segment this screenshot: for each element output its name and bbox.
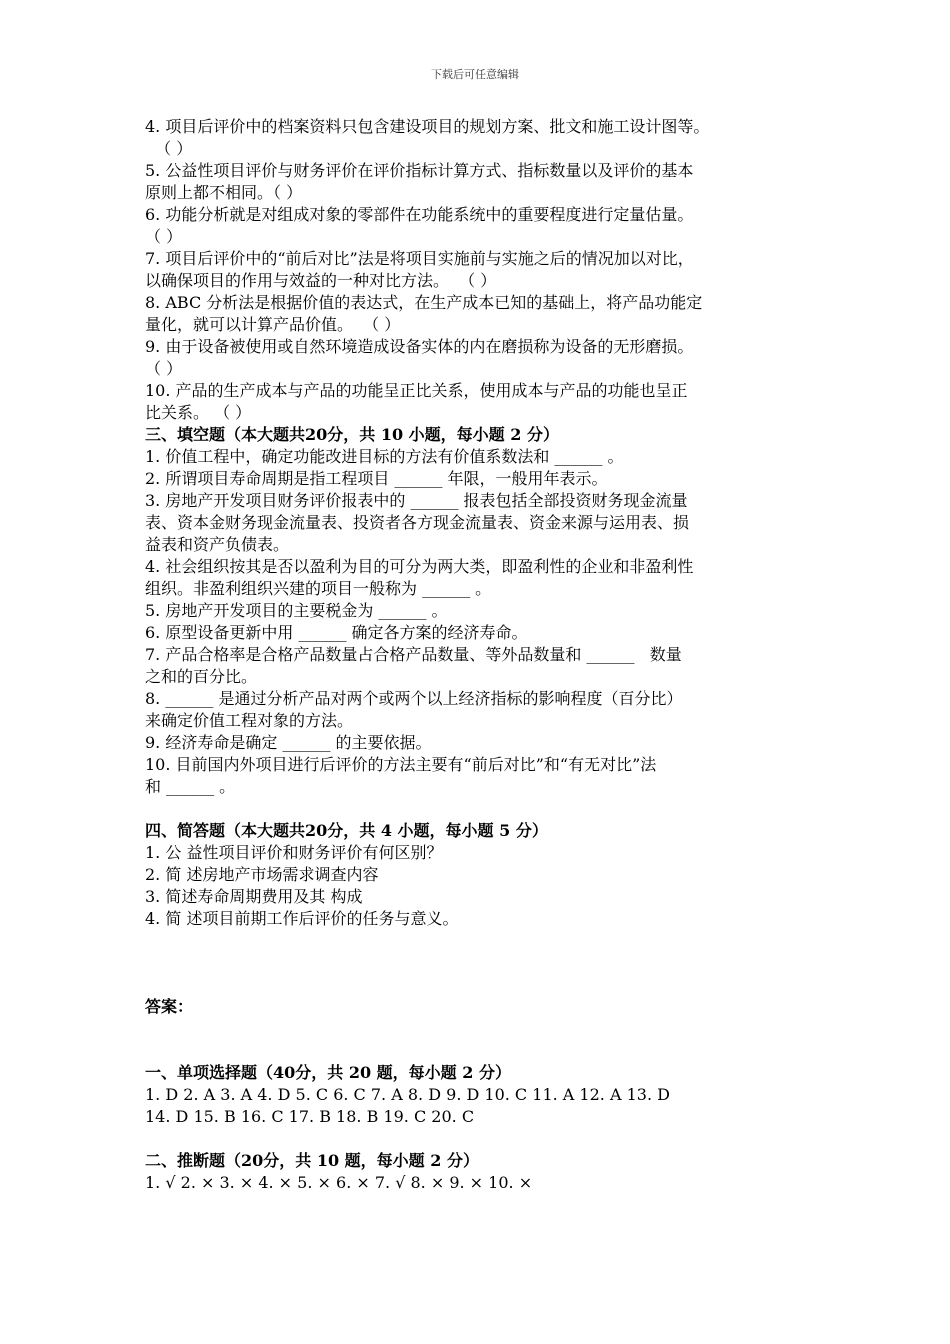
answer-line: 14. D 15. B 16. C 17. B 18. B 19. C 20. C — [145, 1107, 475, 1126]
text-line: 1. 价值工程中，确定功能改进目标的方法有价值系数法和 ______ 。 — [145, 447, 624, 466]
text-line: 4. 社会组织按其是否以盈利为目的可分为两大类，即盈利性的企业和非盈利性 — [145, 557, 694, 576]
text-line: 5. 房地产开发项目的主要税金为 ______ 。 — [145, 601, 448, 620]
text-line: 3. 房地产开发项目财务评价报表中的 ______ 报表包括全部投资财务现金流量 — [145, 491, 688, 510]
text-line: 表、资本金财务现金流量表、投资者各方现金流量表、资金来源与运用表、损 — [145, 513, 690, 532]
fill-questions — [145, 446, 825, 798]
text-line: 1. 公 益性项目评价和财务评价有何区别？ — [145, 843, 443, 862]
text-line: 4. 项目后评价中的档案资料只包含建设项目的规划方案、批文和施工设计图等。 — [145, 117, 710, 136]
text-line: 10. 产品的生产成本与产品的功能呈正比关系，使用成本与产品的功能也呈正 — [145, 381, 688, 400]
answer-line: 1. √ 2. × 3. × 4. × 5. × 6. × 7. √ 8. × 9. × 10. × — [145, 1173, 533, 1192]
text-line: 组织。非盈利组织兴建的项目一般称为 ______ 。 — [145, 579, 492, 598]
text-line: 5. 公益性项目评价与财务评价在评价指标计算方式、指标数量以及评价的基本 — [145, 161, 694, 180]
text-line: 和 ______ 。 — [145, 777, 236, 796]
text-line: 9. 由于设备被使用或自然环境造成设备实体的内在磨损称为设备的无形磨损。 — [145, 337, 694, 356]
text-line: （ ） — [145, 359, 183, 378]
text-line: 4. 简 述项目前期工作后评价的任务与意义。 — [145, 909, 459, 928]
text-line: 之和的百分比。 — [145, 667, 258, 686]
judge-questions — [145, 116, 825, 424]
section-heading-short: 四、简答题（本大题共20分，共 4 小题，每小题 5 分） — [145, 821, 548, 840]
section-heading-judge: 二、推断题（20分，共 10 题，每小题 2 分） — [145, 1151, 479, 1170]
text-line: 7. 产品合格率是合格产品数量占合格产品数量、等外品数量和 ______ 数量 — [145, 645, 682, 664]
document-body — [145, 116, 825, 1194]
text-line: （ ） — [145, 139, 193, 158]
short-questions — [145, 842, 825, 930]
text-line: 2. 所谓项目寿命周期是指工程项目 ______ 年限，一般用年表示。 — [145, 469, 608, 488]
text-line: 9. 经济寿命是确定 ______ 的主要依据。 — [145, 733, 432, 752]
text-line: 6. 原型设备更新中用 ______ 确定各方案的经济寿命。 — [145, 623, 528, 642]
answer-title: 答案： — [145, 997, 194, 1016]
text-line: 3. 简述寿命周期费用及其 构成 — [145, 887, 363, 906]
section-heading-single: 一、单项选择题（40分，共 20 题，每小题 2 分） — [145, 1063, 511, 1082]
text-line: 6. 功能分析就是对组成对象的零部件在功能系统中的重要程度进行定量估量。 — [145, 205, 694, 224]
text-line: 量化，就可以计算产品价值。 （ ） — [145, 315, 401, 334]
text-line: 比关系。 （ ） — [145, 403, 252, 422]
text-line: 8. ______ 是通过分析产品对两个或两个以上经济指标的影响程度（百分比） — [145, 689, 683, 708]
text-line: 来确定价值工程对象的方法。 — [145, 711, 354, 730]
page-header: 下载后可任意编辑 — [431, 68, 519, 81]
text-line: 以确保项目的作用与效益的一种对比方法。 （ ） — [145, 271, 497, 290]
text-line: 原则上都不相同。（ ） — [145, 183, 303, 202]
text-line: 益表和资产负债表。 — [145, 535, 290, 554]
text-line: （ ） — [145, 227, 183, 246]
text-line: 10. 目前国内外项目进行后评价的方法主要有“前后对比”和“有无对比”法 — [145, 755, 657, 774]
section-heading-fill: 三、填空题（本大题共20分，共 10 小题，每小题 2 分） — [145, 425, 559, 444]
text-line: 7. 项目后评价中的“前后对比”法是将项目实施前与实施之后的情况加以对比， — [145, 249, 694, 268]
text-line: 8. ABC 分析法是根据价值的表达式，在生产成本已知的基础上，将产品功能定 — [145, 293, 703, 312]
answer-line: 1. D 2. A 3. A 4. D 5. C 6. C 7. A 8. D 9. D 10. C 11. A 12. A 13. D — [145, 1085, 670, 1104]
text-line: 2. 简 述房地产市场需求调查内容 — [145, 865, 379, 884]
